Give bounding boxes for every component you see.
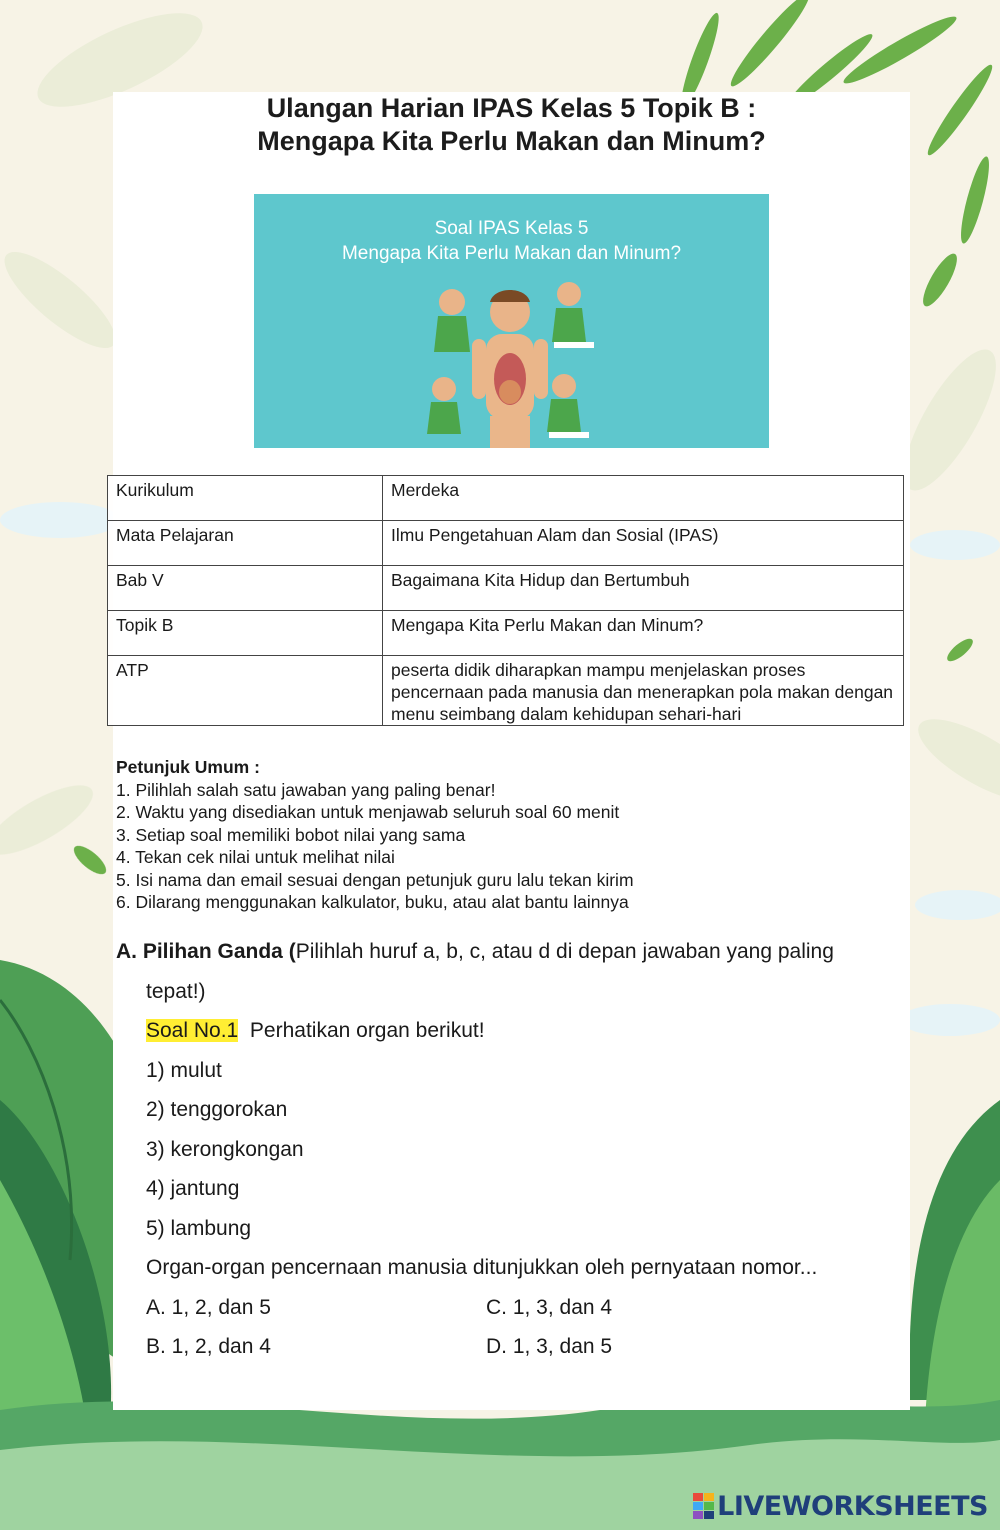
question-number: Soal No.1 <box>146 1019 239 1042</box>
title-line-1: Ulangan Harian IPAS Kelas 5 Topik B : <box>266 93 757 123</box>
info-label: Kurikulum <box>108 476 383 521</box>
option-b[interactable]: B. 1, 2, dan 4 <box>146 1335 271 1358</box>
instruction-item: 2. Waktu yang disediakan untuk menjawab seluruh soal 60 menit <box>116 802 620 822</box>
info-value: peserta didik diharapkan mampu menjelaskan proses pencernaan pada manusia dan menerapkan pola makan dengan menu seimbang dalam kehidupan sehari-hari <box>383 656 904 726</box>
table-row <box>108 521 904 566</box>
table-row <box>108 611 904 656</box>
section-instruction: Pilihlah huruf a, b, c, atau d di depan jawaban yang paling <box>295 940 834 963</box>
table-row <box>108 476 904 521</box>
instruction-item: 3. Setiap soal memiliki bobot nilai yang sama <box>116 824 466 845</box>
title-line-2: Mengapa Kita Perlu Makan dan Minum? <box>257 126 766 156</box>
option-c[interactable]: C. 1, 3, dan 4 <box>486 1295 613 1319</box>
info-value: Ilmu Pengetahuan Alam dan Sosial (IPAS) <box>383 521 904 566</box>
organ-item: 4) jantung <box>146 1177 240 1200</box>
info-table <box>107 475 904 726</box>
question-header <box>116 1011 906 1051</box>
info-value: Bagaimana Kita Hidup dan Bertumbuh <box>383 566 904 611</box>
worksheet-title <box>113 92 910 158</box>
info-value: Merdeka <box>383 476 904 521</box>
section-instruction-cont: tepat!) <box>146 979 206 1003</box>
organ-item: 5) lambung <box>146 1216 252 1240</box>
section-heading <box>116 932 906 972</box>
section-label: A. Pilihan Ganda ( <box>116 940 296 963</box>
table-row <box>108 566 904 611</box>
banner-line-2: Mengapa Kita Perlu Makan dan Minum? <box>341 243 682 264</box>
digestion-illustration <box>254 194 769 448</box>
option-d[interactable]: D. 1, 3, dan 5 <box>486 1335 613 1358</box>
topic-banner-image <box>254 194 769 448</box>
table-row <box>108 656 904 726</box>
info-label: Bab V <box>108 566 383 611</box>
brand-name: LIVEWORKSHEETS <box>717 1490 988 1522</box>
question-text: Organ-organ pencernaan manusia ditunjukkan oleh pernyataan nomor... <box>146 1256 818 1279</box>
liveworksheets-logo[interactable] <box>693 1490 988 1522</box>
instruction-item: 4. Tekan cek nilai untuk melihat nilai <box>116 847 395 867</box>
organ-item: 1) mulut <box>146 1058 222 1082</box>
info-label: Topik B <box>108 611 383 656</box>
organ-item: 2) tenggorokan <box>146 1098 288 1121</box>
quiz-section <box>116 932 906 1367</box>
instructions-heading: Petunjuk Umum : <box>116 757 260 777</box>
info-label: Mata Pelajaran <box>108 521 383 566</box>
info-label: ATP <box>108 656 383 726</box>
instruction-item: 1. Pilihlah salah satu jawaban yang paling benar! <box>116 779 496 800</box>
instruction-item: 6. Dilarang menggunakan kalkulator, buku, atau alat bantu lainnya <box>116 892 629 912</box>
answer-options <box>116 1288 906 1367</box>
info-value: Mengapa Kita Perlu Makan dan Minum? <box>383 611 904 656</box>
option-a[interactable]: A. 1, 2, dan 5 <box>146 1295 271 1319</box>
organ-item: 3) kerongkongan <box>146 1137 304 1161</box>
general-instructions <box>116 756 896 914</box>
body-figure-icon <box>472 290 548 448</box>
logo-blocks-icon <box>693 1493 715 1519</box>
instruction-item: 5. Isi nama dan email sesuai dengan petunjuk guru lalu tekan kirim <box>116 869 634 890</box>
banner-line-1: Soal IPAS Kelas 5 <box>434 218 589 239</box>
question-prompt: Perhatikan organ berikut! <box>249 1019 485 1042</box>
